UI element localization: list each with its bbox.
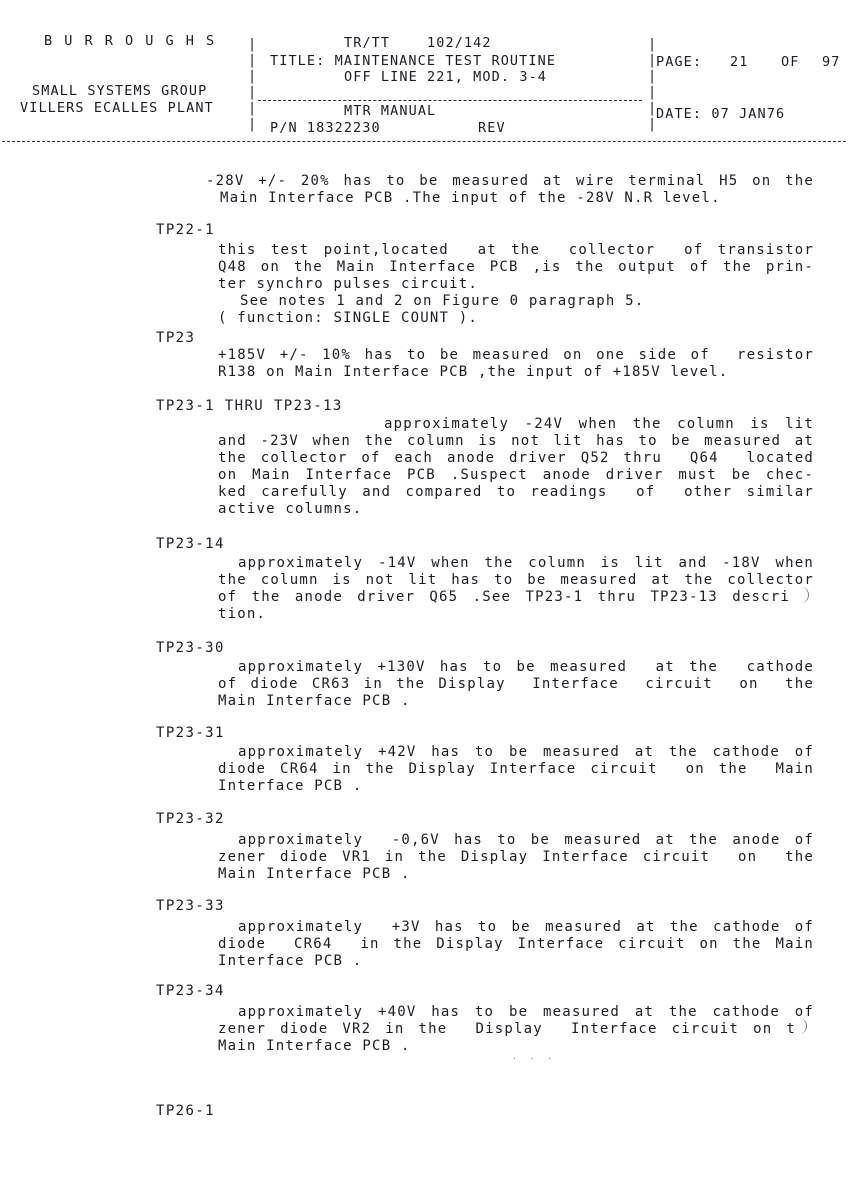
test-point-label: TP23 xyxy=(156,330,196,346)
document-code: TR/TT 102/142 xyxy=(344,35,492,51)
text-line: approximately +40V has to be measured at the cathode of xyxy=(238,1004,814,1020)
header-inner-divider xyxy=(258,100,642,101)
manual-name: MTR MANUAL xyxy=(344,103,437,119)
test-point-label: TP23-32 xyxy=(156,811,225,827)
entry-text xyxy=(218,744,814,795)
company-name: B U R R O U G H S xyxy=(44,33,217,49)
text-line: and -23V when the column is not lit has to be measured at xyxy=(218,433,814,449)
text-line: Main Interface PCB . xyxy=(218,1038,411,1054)
page-total: 97 xyxy=(822,54,841,70)
entry-text xyxy=(218,242,814,327)
text-line: approximately +42V has to be measured at the cathode of xyxy=(238,744,814,760)
text-line: ked carefully and compared to readings of other similar xyxy=(218,484,814,500)
text-line: tion. xyxy=(218,606,267,622)
part-number: P/N 18322230 xyxy=(270,120,381,136)
text-line: approximately -0,6V has to be measured at the anode of xyxy=(238,832,814,848)
test-point-label: TP23-33 xyxy=(156,898,225,914)
text-line: See notes 1 and 2 on Figure 0 paragraph 5. xyxy=(240,293,645,309)
document-date: DATE: 07 JAN76 xyxy=(656,106,786,122)
document-title-line2: OFF LINE 221, MOD. 3-4 xyxy=(344,69,548,85)
plant-name: VILLERS ECALLES PLANT xyxy=(20,100,214,116)
text-line: the column is not lit has to be measured at the collector xyxy=(218,572,814,588)
text-line: approximately +130V has to be measured at the cathode xyxy=(238,659,814,675)
entry-text xyxy=(218,1004,814,1055)
text-line: zener diode VR1 in the Display Interface circuit on the xyxy=(218,849,814,865)
text-line: approximately -14V when the column is lit and -18V when xyxy=(238,555,814,571)
text-line: of diode CR63 in the Display Interface circuit on the xyxy=(218,676,814,692)
test-point-label: TP23-30 xyxy=(156,640,225,656)
text-line: Interface PCB . xyxy=(218,778,363,794)
entry-text xyxy=(206,173,814,207)
paper-speck-marks: . . . xyxy=(512,1052,557,1061)
test-point-label: TP22-1 xyxy=(156,222,215,238)
text-line: Main Interface PCB .The input of the -28V N.R level. xyxy=(220,190,721,206)
text-line: of the anode driver Q65 .See TP23-1 thru TP23-13 descri xyxy=(218,589,790,605)
header-separator-right: | | | | | | xyxy=(648,36,658,132)
entry-text xyxy=(218,416,814,518)
text-line: -28V +/- 20% has to be measured at wire terminal H5 on the xyxy=(206,173,814,189)
page-number: 21 xyxy=(730,54,749,70)
test-point-label: TP23-31 xyxy=(156,725,225,741)
entry-text xyxy=(218,832,814,883)
text-line: +185V +/- 10% has to be measured on one side of resistor xyxy=(218,347,814,363)
text-line: this test point,located at the collector of transistor xyxy=(218,242,814,258)
text-line: Interface PCB . xyxy=(218,953,363,969)
test-point-label: TP23-1 THRU TP23-13 xyxy=(156,398,343,414)
text-line: the collector of each anode driver Q52 thru Q64 located xyxy=(218,450,814,466)
text-line: ter synchro pulses circuit. xyxy=(218,276,478,292)
document-title: TITLE: MAINTENANCE TEST ROUTINE xyxy=(270,53,557,69)
entry-text xyxy=(218,347,814,381)
text-line: approximately -24V when the column is lit xyxy=(384,416,814,432)
group-name: SMALL SYSTEMS GROUP xyxy=(32,83,208,99)
text-line: ( function: SINGLE COUNT ). xyxy=(218,310,478,326)
text-line: Main Interface PCB . xyxy=(218,693,411,709)
page-label: PAGE: xyxy=(656,54,703,70)
text-line: active columns. xyxy=(218,501,363,517)
text-line: on Main Interface PCB .Suspect anode driver must be chec- xyxy=(218,467,814,483)
text-line: R138 on Main Interface PCB ,the input of +185V level. xyxy=(218,364,729,380)
test-point-label: TP23-34 xyxy=(156,983,225,999)
text-line: Main Interface PCB . xyxy=(218,866,411,882)
text-line: diode CR64 in the Display Interface circuit on the Main xyxy=(218,761,814,777)
text-line: diode CR64 in the Display Interface circuit on the Main xyxy=(218,936,814,952)
header-separator-left: | | | | | | xyxy=(248,36,258,132)
header-bottom-rule xyxy=(2,141,846,142)
text-line: approximately +3V has to be measured at the cathode of xyxy=(238,919,814,935)
test-point-label: TP26-1 xyxy=(156,1103,215,1119)
text-line: zener diode VR2 in the Display Interface circuit on t xyxy=(218,1021,796,1037)
entry-text xyxy=(218,555,814,623)
entry-text xyxy=(218,919,814,970)
test-point-label: TP23-14 xyxy=(156,536,225,552)
revision-label: REV xyxy=(478,120,506,136)
entry-text xyxy=(218,659,814,710)
text-line: Q48 on the Main Interface PCB ,is the output of the prin- xyxy=(218,259,814,275)
page-of: OF xyxy=(781,54,800,70)
